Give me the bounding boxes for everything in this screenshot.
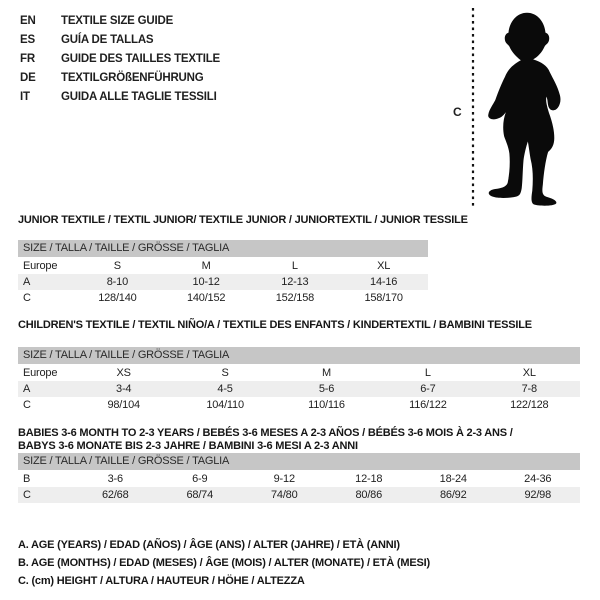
language-label: GUÍA DE TALLAS — [61, 34, 154, 46]
row-label: A — [23, 276, 31, 288]
cell: 12-13 — [281, 276, 309, 288]
table-row — [18, 397, 580, 413]
language-label: GUIDE DES TAILLES TEXTILE — [61, 53, 220, 65]
cell: 10-12 — [192, 276, 220, 288]
size-header-bar: SIZE / TALLA / TAILLE / GRÖSSE / TAGLIA — [18, 240, 428, 257]
height-measure-label: C — [453, 105, 462, 119]
cell: XL — [522, 367, 536, 379]
cell: 4-5 — [217, 383, 233, 395]
language-code: ES — [20, 34, 35, 46]
cell: 140/152 — [186, 292, 226, 304]
table-title: BABYS 3-6 MONATE BIS 2-3 JAHRE / BAMBINI 3-6 MESI A 2-3 ANNI — [18, 440, 358, 452]
cell: 7-8 — [521, 383, 537, 395]
cell: 152/158 — [275, 292, 315, 304]
row-label: C — [23, 399, 31, 411]
table-row — [18, 365, 580, 381]
legend-line-c: C. (cm) HEIGHT / ALTURA / HAUTEUR / HÖHE / ALTEZZA — [18, 575, 305, 587]
cell: 3-4 — [116, 383, 132, 395]
cell: 62/68 — [101, 489, 129, 501]
measurement-legend — [18, 536, 430, 590]
language-label: TEXTILGRÖßENFÜHRUNG — [61, 72, 204, 84]
cell: 12-18 — [355, 473, 383, 485]
cell: L — [291, 260, 298, 272]
cell: 92/98 — [524, 489, 552, 501]
cell: 116/122 — [409, 399, 447, 411]
cell: XS — [116, 367, 131, 379]
legend-line-a: A. AGE (YEARS) / EDAD (AÑOS) / ÂGE (ANS) / ALTER (JAHRE) / ETÀ (ANNI) — [18, 539, 400, 551]
language-row — [20, 31, 220, 50]
language-code: IT — [20, 91, 30, 103]
table-row — [18, 258, 428, 274]
cell: S — [221, 367, 229, 379]
cell: L — [424, 367, 431, 379]
cell: 122/128 — [510, 399, 549, 411]
language-code: DE — [20, 72, 36, 84]
language-row — [20, 88, 220, 107]
language-label: GUIDA ALLE TAGLIE TESSILI — [61, 91, 217, 103]
cell: 80/86 — [355, 489, 383, 501]
cell: M — [201, 260, 211, 272]
cell: 3-6 — [107, 473, 123, 485]
language-title-block — [20, 12, 220, 107]
height-dotted-line — [471, 8, 475, 206]
row-label: C — [23, 292, 31, 304]
size-table — [18, 258, 428, 306]
cell: 158/170 — [364, 292, 403, 304]
table-title: BABIES 3-6 MONTH TO 2-3 YEARS / BEBÉS 3-6 MESES A 2-3 AÑOS / BÉBÉS 3-6 MOIS À 2-3 ANS / — [18, 427, 513, 439]
size-table — [18, 365, 580, 413]
language-row — [20, 12, 220, 31]
row-label: Europe — [23, 367, 58, 379]
cell: 8-10 — [106, 276, 128, 288]
row-label: C — [23, 489, 31, 501]
cell: M — [321, 367, 331, 379]
table-row — [18, 381, 580, 397]
cell: 110/116 — [308, 399, 345, 411]
language-row — [20, 50, 220, 69]
cell: 9-12 — [273, 473, 295, 485]
cell: 14-16 — [370, 276, 398, 288]
cell: 5-6 — [318, 383, 335, 395]
language-row — [20, 69, 220, 88]
cell: 74/80 — [270, 489, 298, 501]
cell: 86/92 — [439, 489, 467, 501]
cell: 6-9 — [192, 473, 208, 485]
size-header-bar: SIZE / TALLA / TAILLE / GRÖSSE / TAGLIA — [18, 453, 580, 470]
row-label: A — [23, 383, 31, 395]
table-row — [18, 274, 428, 290]
cell: XL — [377, 260, 391, 272]
language-code: EN — [20, 15, 36, 27]
table-row — [18, 290, 428, 306]
size-table — [18, 471, 580, 503]
babies-textile-table — [18, 427, 580, 503]
table-row — [18, 471, 580, 487]
table-title: JUNIOR TEXTILE / TEXTIL JUNIOR/ TEXTILE JUNIOR / JUNIORTEXTIL / JUNIOR TESSILE — [18, 214, 468, 226]
junior-textile-table — [18, 214, 468, 306]
size-header-bar: SIZE / TALLA / TAILLE / GRÖSSE / TAGLIA — [18, 347, 580, 364]
cell: 6-7 — [420, 383, 436, 395]
cell: 98/104 — [107, 399, 140, 411]
cell: 68/74 — [186, 489, 214, 501]
cell: 24-36 — [524, 473, 552, 485]
cell: S — [113, 260, 121, 272]
language-code: FR — [20, 53, 35, 65]
cell: 104/110 — [206, 399, 244, 411]
row-label: Europe — [23, 260, 58, 272]
cell: 18-24 — [439, 473, 467, 485]
legend-line-b: B. AGE (MONTHS) / EDAD (MESES) / ÂGE (MOIS) / ALTER (MONATE) / ETÀ (MESI) — [18, 557, 430, 569]
table-title: CHILDREN'S TEXTILE / TEXTIL NIÑO/A / TEXTILE DES ENFANTS / KINDERTEXTIL / BAMBINI TESSILE — [18, 319, 532, 331]
table-row — [18, 487, 580, 503]
baby-silhouette — [483, 5, 571, 208]
cell: 128/140 — [98, 292, 137, 304]
row-label: B — [23, 473, 31, 485]
children-textile-table — [18, 319, 580, 413]
language-label: TEXTILE SIZE GUIDE — [61, 15, 174, 27]
